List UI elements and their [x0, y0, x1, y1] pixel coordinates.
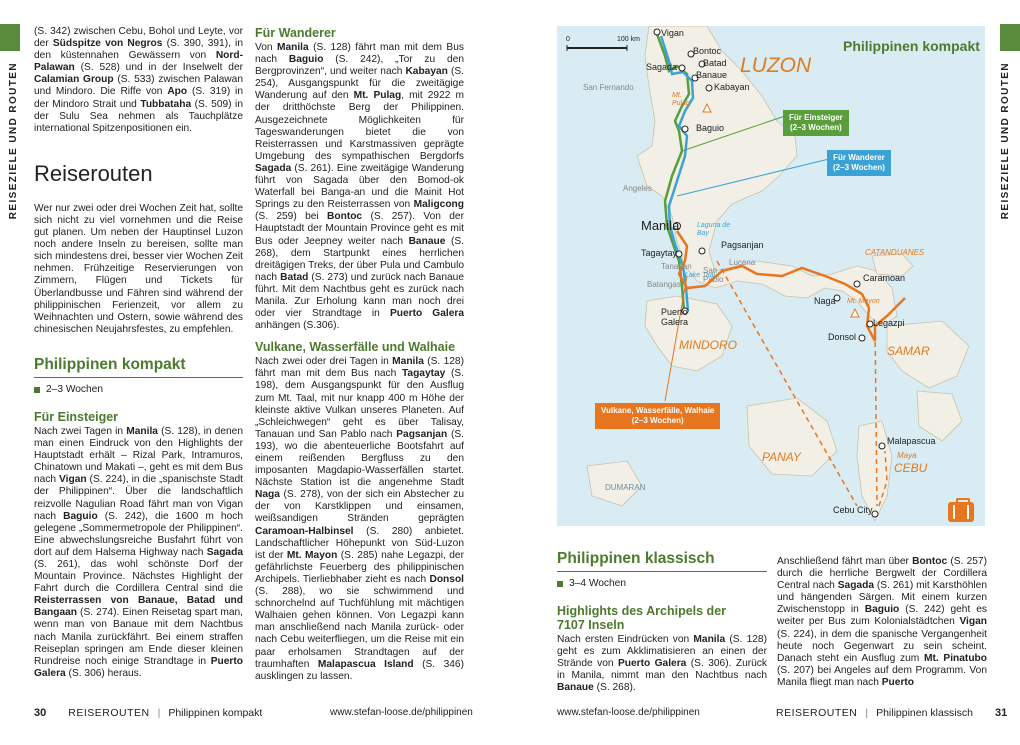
einsteiger-paragraph: Nach zwei Tagen in Manila (S. 128), in denen man einen Eindruck von den Highlights der Hauptstadt erhält – Rizal Park, Intramuros, Chinatown und Makati –, geht es mit dem Bus nach Vigan (S. 224), in die „spanischste Stadt der Philippinen“. Über die landschaftlich reizvolle Nagulian Road fährt man von Vigan nach Baguio (S. 242), die 1600 m hoch gelegene „Sommermetropole der Philippinen“. Eine abwechslungsreiche Busfahrt führt von dort auf dem Halsema Highway nach Sagada (S. 261), das wohl schönste Dorf der Mountain Province. Nächstes Highlight der Fahrt durch die Cordillera Central sind die Reisterrassen von Banaue, Batad und Bangaan (S. 274). Einen Reisetag spart man, wenn man von Banaue mit dem Nachtbus nach Manila zurückfährt. Bei einem straffen Reiseplan springen am Ende dieser kleinen Rundreise noch einige Strandtage in Puerto Galera (S. 306) heraus. — [34, 425, 244, 679]
reiserouten-paragraph: Wer nur zwei oder drei Wochen Zeit hat, sollte sich nicht zu viel vornehmen und die Reise gut planen. Um neben der Hauptinsel Luzon noch andere Inseln zu bereisen, sollte man sich mindestens drei, besser vier Wochen Zeit nehmen. Frühzeitige Reservierungen von Zimmern, Flügen und Tickets für Überlandbusse und Fähren sind während der philippinischen Ferienzeit, vor allem zu Weihnachten und Ostern, sowie während des chinesischen Neujahrsfestes, zu empfehlen. — [34, 202, 243, 335]
klassisch-paragraph: Anschließend fährt man über Bontoc (S. 257) durch die herrliche Bergwelt der Cordillera Central nach Sagada (S. 261) mit Karsthöhlen und hängenden Särgen. Mit einem kurzen Zwischenstopp in Baguio (S. 242) geht es weiter per Bus zum Kolonialstädtchen Vigan (S. 224), in dem die spanische Vergangenheit heute noch Gegenwart zu sein scheint. Danach steht ein Ausflug zum Mt. Pinatubo (S. 207) bei Angeles auf dem Programm. Von Manila fliegt man nach Puerto — [777, 556, 987, 688]
bold-term: Baguio — [288, 54, 324, 66]
side-label: REISEZIELE UND ROUTEN — [1000, 62, 1011, 220]
bold-term: Naga — [255, 489, 280, 501]
left-footer: 30 REISEROUTEN | Philippinen kompakt — [34, 707, 263, 719]
left-column-2 — [255, 26, 464, 683]
bold-term: Banaue — [408, 235, 446, 247]
bold-term: Apo — [167, 86, 188, 98]
highlights-paragraph: Nach ersten Eindrücken von Manila (S. 128) geht es zum Akklimatisieren an einen der Strände von Puerto Galera (S. 306). Zurück in Manila, nimmt man den Nachtbus nach Banaue (S. 268). — [557, 634, 767, 694]
vulkane-paragraph: Nach zwei oder drei Tagen in Manila (S. 128) fährt man mit dem Bus nach Tagaytay (S. 198), dem Ausgangspunkt für den Ausflug zum Mt. Taal, mit nur knapp 400 m Höhe der kleinste aktive Vulkan unseres Planeten. Auf „Schleichwegen“ geht es über Talisay, Tanauan und San Pablo nach Pagsanjan (S. 193), wo die abenteuerliche Bootsfahrt auf einem reißenden Bergfluss zu den imposanten Magdapio-Wasserfällen startet. Nächste Station ist die angenehme Stadt Naga (S. 278), von der sich ein Abstecher zu der von Karstklippen und einsamen, weißsandigen Stränden geprägten Caramoan-Halbinsel (S. 280) anbietet. Landschaftlicher Höhepunkt von Süd-Luzon ist der Mt. Mayon (S. 285) nahe Legazpi, der gefährlichste Feuerberg des philippinischen Archipels. Tierliebhaber zieht es nach Donsol (S. 288), wo sie schwimmend und schnorchelnd auf Tuchfühlung mit mächtigen Walhaien gehen können. Von Legazpi kann man anschließend nach Manila zurück- oder nach Cebu weiterfliegen, um die Reise mit ein paar erholsamen Strandtagen auf der traumhaften Malapascua Island (S. 346) ausklingen zu lassen. — [255, 356, 464, 682]
bold-term: Banaue — [557, 682, 594, 694]
suitcase-icon — [948, 502, 974, 522]
bold-term: Manila — [276, 42, 309, 53]
right-column-1 — [557, 538, 767, 695]
chapter-tab — [0, 24, 20, 51]
bullet-square — [557, 581, 563, 587]
right-page — [510, 0, 1020, 745]
bold-term: Tubbataha — [140, 98, 192, 110]
side-label: REISEZIELE UND ROUTEN — [8, 62, 19, 220]
right-footer-url[interactable]: www.stefan-loose.de/philippinen — [557, 707, 700, 718]
route-map: 0 100 km Philippinen kompakt Für Einsteiger (2–3 Wochen) Für Wanderer (2–3 Wochen) Vulkane, Wasserfälle, Walhaie (2–3 Wochen) LUZON MINDORO SAMAR PANAY CEBU CATANDUANES DUMARAN Maya Lake Taal Laguna de Bay San Fernando Angeles Lucena Batangas Tanauan San Pablo Mt. Pulag Mt. Mayon Vigan Bontoc Batad Banaue Sagada Kabayan Baguio Manila Tagaytay Pagsanjan Caramoan Naga Legazpi Donsol Puerto Galera Malapascua Cebu City — [557, 26, 985, 526]
intro-paragraph: (S. 342) zwischen Cebu, Bohol und Leyte, vor der Südspitze von Negros (S. 390, 391), in den küstennahen Gewässern von Nord-Palawan (S. 528) und in der Inselwelt der Calamian Group (S. 533) zwischen Palawan und Mindoro. Die Riffe von Apo (S. 319) in der Mindoro Strait und Tubbataha (S. 509) in der Sulu Sea nehmen als Tauchplätze international Spitzenpositionen ein. — [34, 26, 243, 134]
legend-einsteiger: Für Einsteiger (2–3 Wochen) — [783, 110, 849, 136]
left-footer-url[interactable]: www.stefan-loose.de/philippinen — [330, 707, 473, 718]
right-column-2 — [777, 556, 987, 689]
bold-term: Sagada — [206, 546, 243, 558]
map-title: Philippinen kompakt — [843, 38, 980, 54]
wanderer-heading: Für Wanderer — [255, 26, 336, 40]
bullet-square — [34, 387, 40, 393]
left-column-1 — [34, 26, 243, 680]
wanderer-paragraph: Von Manila (S. 128) fährt man mit dem Bus nach Baguio (S. 242), „Tor zu den Bergprovinzen“, und weiter nach Kabayan (S. 254), Ausgangspunkt für die zweitägige Wanderung auf den Mt. Pulag, mit 2922 m der dritthöchste Berg der Philippinen. Ausgezeichnete Möglichkeiten für Tageswanderungen bietet die von Reisterrassen und Karstmassiven geprägte Umgebung des sympathischen Bergdorfs Sagada (S. 261). Eine zweitägige Wanderung führt von Sagada über den Bomod-ok Waterfall bei Banga-an und die Mainit Hot Springs zu den Reisterrassen von Maligcong (S. 259) bei Bontoc (S. 257). Von der Hauptstadt der Mountain Province geht es mit Bus oder Jeepney weiter nach Banaue (S. 268), dem Startpunkt eines herrlichen dreitägigen Treks, der über Pula und Cambulo nach Batad (S. 273) und zurück nach Banaue führt. Mit dem Nachtbus geht es zurück nach Manila. Zur Erholung kann man noch drei oder vier Strandtage in Puerto Galera anhängen (S.306). — [255, 42, 465, 332]
kompakt-duration: 2–3 Wochen — [34, 384, 243, 396]
bold-term: Mt. Mayon — [286, 549, 338, 561]
bold-term: Baguio — [864, 604, 900, 616]
bold-term: Reisterrassen von Banaue, Batad und Bangaan — [34, 595, 243, 619]
einsteiger-heading: Für Einsteiger — [34, 409, 119, 424]
bold-term: Vigan — [59, 474, 87, 486]
bold-term: Baguio — [63, 510, 98, 522]
kompakt-heading: Philippinen kompakt — [34, 356, 243, 378]
klassisch-heading: Philippinen klassisch — [557, 550, 767, 572]
bold-term: Puerto Galera — [617, 658, 687, 670]
bold-term: Manila — [693, 634, 726, 646]
land — [587, 26, 969, 521]
bold-term: Mt. Pinatubo — [924, 652, 987, 664]
highlights-heading: Highlights des Archipels der 7107 Inseln — [557, 604, 727, 633]
bold-term: Kabayan — [405, 66, 448, 78]
bold-term: Donsol — [429, 573, 464, 585]
bold-term: Puerto Galera — [34, 655, 243, 679]
bold-term: Puerto Galera — [389, 308, 465, 320]
bold-term: Manila — [126, 425, 158, 437]
bold-term: Caramoan-Halbinsel — [255, 525, 354, 537]
bold-term: Südspitze von Negros — [52, 38, 163, 50]
vulkane-heading: Vulkane, Wasserfälle und Walhaie — [255, 340, 456, 355]
legend-wanderer: Für Wanderer (2–3 Wochen) — [827, 150, 891, 176]
bold-term: Batad — [280, 271, 309, 283]
bold-term: Nord-Palawan — [34, 50, 243, 74]
right-footer: REISEROUTEN | Philippinen klassisch 31 — [776, 707, 1008, 719]
bold-term: Sagada — [255, 162, 292, 174]
bold-term: Bontoc — [327, 211, 363, 223]
legend-vulkane: Vulkane, Wasserfälle, Walhaie (2–3 Wochen) — [595, 403, 720, 429]
bold-term: Tagaytay — [401, 368, 446, 380]
bold-term: Puerto — [881, 676, 915, 688]
chapter-tab — [1000, 24, 1020, 51]
bold-term: Mt. Pulag — [353, 90, 402, 102]
bold-term: Bontoc — [912, 556, 948, 567]
bold-term: Malapascua Island — [317, 658, 414, 670]
bold-term: Calamian Group — [34, 74, 114, 86]
bold-term: Pagsanjan — [396, 428, 448, 440]
bold-term: Vigan — [959, 616, 987, 628]
bold-term: Manila — [392, 356, 424, 368]
bold-term: Sagada — [837, 580, 874, 592]
reiserouten-heading: Reiserouten — [34, 160, 153, 186]
bold-term: Maligcong — [413, 199, 464, 211]
klassisch-duration: 3–4 Wochen — [557, 578, 767, 590]
